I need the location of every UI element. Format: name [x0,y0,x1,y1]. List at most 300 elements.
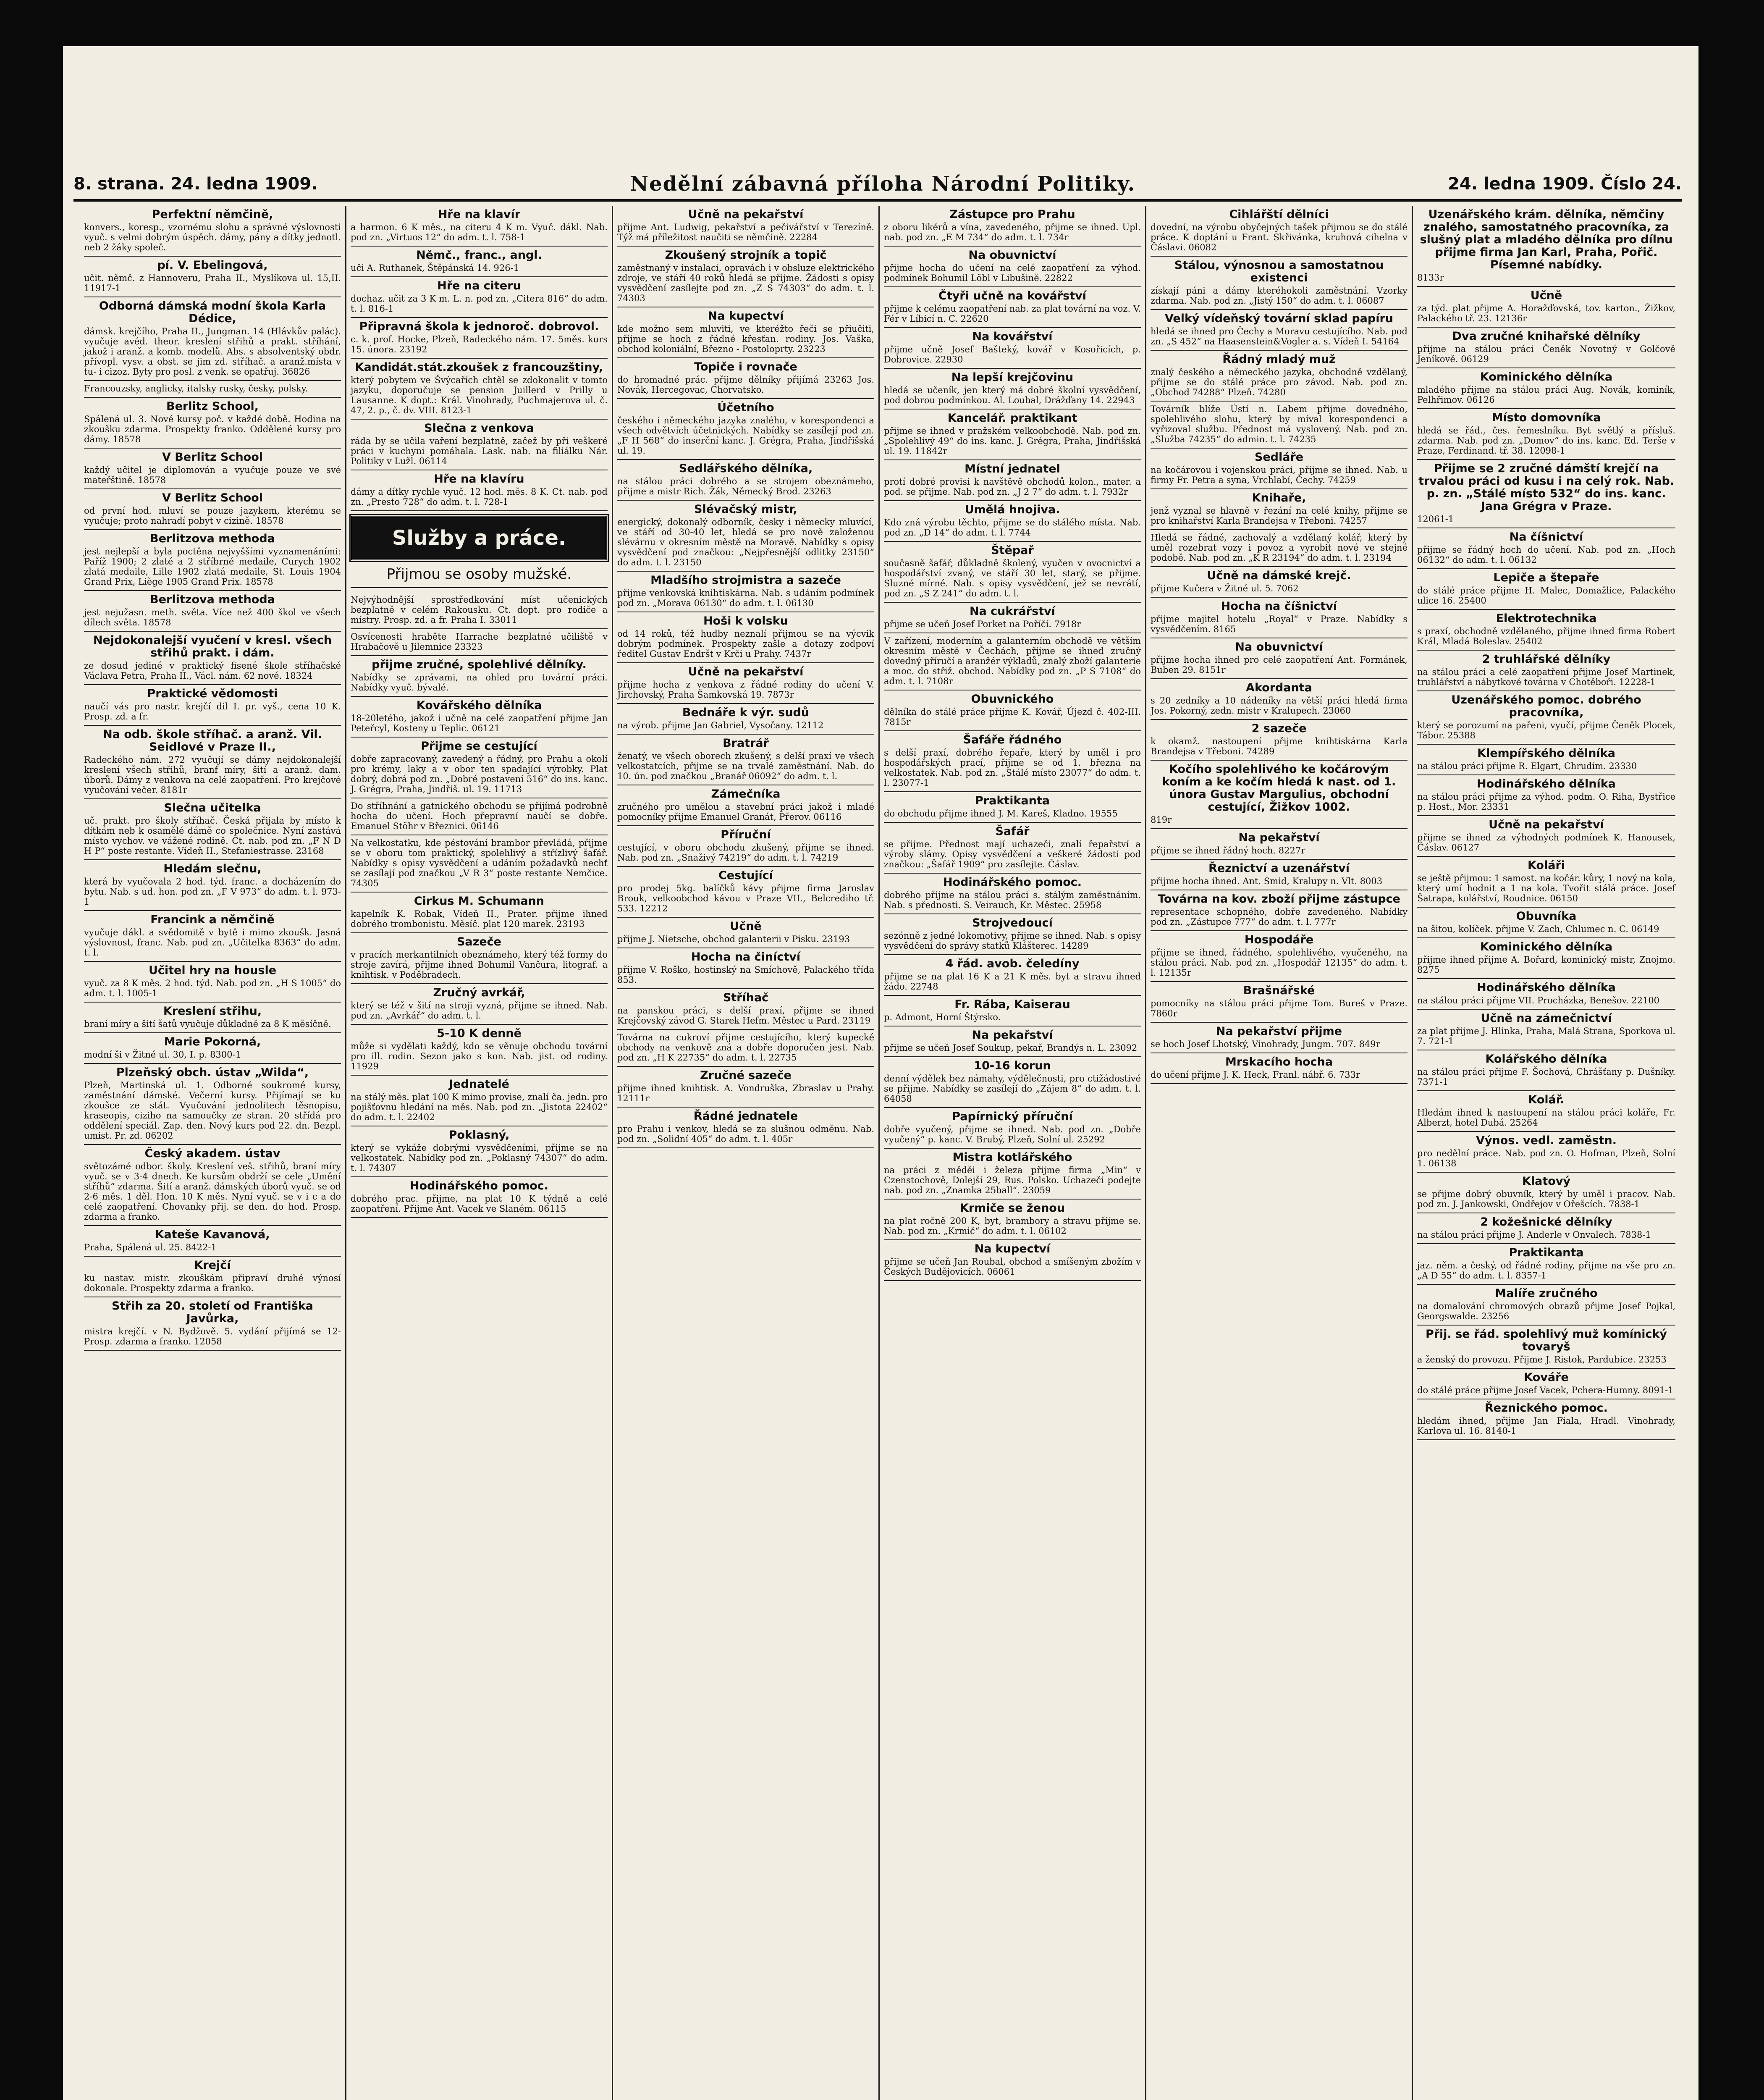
ad-heading: Na číšnictví [1509,530,1583,543]
ad-text: mistra krejčí. v N. Bydžově. 5. vydání přijímá se 12-Prosp. zdarma a franko. 12058 [84,1326,341,1347]
ad-heading: Továrna na kov. zboží přijme zástupce [1158,892,1400,906]
ad-text: naučí vás pro nastr. krejčí dil I. pr. vyš., cena 10 K. Prosp. zd. a fr. [84,701,341,722]
ad-text: kapelník K. Robak, Vídeň II., Prater. přijme ihned dobrého trombonistu. Měsíč. plat 120 marek. 23193 [351,909,608,929]
classified-ad [1151,1053,1408,1084]
ad-heading: Knihaře, [1252,491,1306,504]
ad-heading: Praktické vědomosti [147,687,278,700]
classified-ad [617,704,874,735]
ad-text: do stálé práce přijme H. Malec, Domažlice, Palackého ulice 16. 25400 [1417,585,1675,606]
classified-ad [351,629,608,656]
ad-text: na kočárovou i vojenskou práci, přijme se ihned. Nab. u firmy Fr. Petra a syna, Vrchlabí, Čechy. 74259 [1151,465,1408,485]
ad-text: Kdo zná výrobu těchto, přijme se do stálého místa. Nab. pod zn. „D 14“ do adm. t. l. 7744 [884,517,1141,538]
ad-text: pro prodej 5kg. balíčků kávy přijme firma Jaroslav Brouk, velkoobchod kávou v Praze VII., Belcrediho tř. 533. 12212 [617,883,874,914]
ad-heading: Učitel hry na housle [148,964,277,977]
classified-ad [351,798,608,835]
issue-date-number: 24. ledna 1909. Číslo 24. [1448,174,1682,194]
ad-heading: Poklasný, [448,1129,510,1142]
ad-text: Hledám ihned k nastoupení na stálou práci koláře, Fr. Alberzt, hotel Dubá. 25264 [1417,1108,1675,1128]
ad-heading: Marie Pokorná, [164,1035,261,1048]
ad-heading: Hodinářského pomoc. [409,1179,549,1192]
ad-heading: Kolářského dělníka [1485,1053,1607,1066]
ad-heading: Kočího spolehlivého ke kočárovým koním a ke kočím hledá k nast. od 1. února Gustav Margulius, obchodní cestující, Žižkov 1002. [1162,763,1396,814]
ad-text: mladého přijme na stálou práci Aug. Novák, kominík, Pelhřimov. 06126 [1417,385,1675,405]
ad-text: V zařízení, moderním a galanterním obchodě ve větším okresním městě v Čechách, přijme se ihned zručný dovedný příručí a aranžér výkladů, znalý zboží galanterie a moc. do střiž. obchod. Nabídky pod zn. „P S 7108“ do adm. t. l. 7108r [884,636,1141,686]
classified-ad [884,1149,1141,1200]
ad-text: do hromadné prác. přijme dělníky přijímá 23263 Jos. Novák, Hercegovac, Chorvatsko. [617,375,874,395]
classified-ad [1417,1399,1675,1440]
ad-text: který se též v šití na stroji vyzná, přijme se ihned. Nab. pod zn. „Avrkář“ do adm. t. l. [351,1000,608,1021]
classified-ad [351,247,608,277]
classified-ad [884,369,1141,410]
ad-heading: Na kovářství [972,330,1053,343]
ad-heading: Uzenářského krám. dělníka, němčiny znalého, samostatného pracovníka, za slušný plat a mladého dělníka pro dílnu přijme firma Jan Karl, Praha, Pořič. Písemné nabídky. [1420,208,1673,271]
column-5 [1146,206,1413,2100]
classified-ad [351,1025,608,1076]
classified-ad [84,591,341,632]
ad-text: ráda by se učila vaření bezplatně, začež by při veškeré práci v kuchyni pomáhala. Lask. nab. na filiálku Nár. Politiky v Lužl. 06114 [351,436,608,466]
classified-ad [1151,1023,1408,1053]
ad-heading: Na pekařství [1238,831,1320,844]
classified-ad [884,328,1141,369]
classified-ad [1417,691,1675,745]
ad-text: Továrník blíže Ústí n. Labem přijme dovedného, spolehlivého slohu, který by míval korespondenci a vyřizoval službu. Přednost má vyslovený. Nab. pod zn. „Služba 74235“ do admin. t. l. 74235 [1151,404,1408,444]
classified-ad [351,656,608,697]
classified-ad [884,690,1141,731]
classified-ad [1151,310,1408,351]
ad-text: zručného pro umělou a stavební práci jakož i mladé pomocníky přijme Emanuel Granát, Přerov. 06116 [617,802,874,822]
ad-heading: Místo domovníka [1491,411,1601,424]
ad-heading: Hře na citeru [437,279,521,292]
ad-text: která by vyučovala 2 hod. týd. franc. a docházením do bytu. Nab. s ud. hon. pod zn. „F V 973“ do adm. t. l. 973-1 [84,877,341,907]
classified-ad [884,1057,1141,1108]
ad-text: jest nejlepší a byla poctěna nejvyššími vyznamenáními: Paříž 1900; 2 zlaté a 2 stříbrné medaile, Curych 1902 zlatá medaile, Lille 1902 zlatá medaile, St. Louis 1904 Grand Prix, Liège 1905 Grand Prix. 18578 [84,546,341,587]
classified-ad [351,359,608,420]
ad-heading: Kandidát.stát.zkoušek z francouzštiny, [355,361,603,374]
ad-heading: Krejčí [194,1259,231,1272]
ad-heading: 2 truhlářské dělníky [1482,653,1611,666]
classified-ad [1417,328,1675,368]
classified-ad [84,799,341,860]
ad-text: dělníka do stálé práce přijme K. Kovář, Újezd č. 402-III. 7815r [884,707,1141,727]
ad-text: p. Admont, Horní Štýrsko. [884,1012,1001,1022]
classified-ad [351,318,608,359]
ad-heading: Cirkus M. Schumann [414,895,545,908]
ad-text: dovední, na výrobu obyčejných tašek přijmou se do stálé práce. K doptání u Frant. Skřivánka, kruhová cihelna v Čáslavi. 06082 [1151,222,1408,252]
ad-text: uč. prakt. pro školy stříhač. Česká přijala by místo k dítkám neb k osamělé dámě co společnice. Nyní zastává místo vychov. ve vážené rodině. Ct. nab. pod zn. „F N D H P“ poste restante. Vídeň II., Stefaniestrasse. 23168 [84,816,341,856]
ad-heading: Berlitzova methoda [150,593,275,606]
classified-ad [617,206,874,247]
classified-ad [884,206,1141,247]
classified-ad [617,460,874,501]
ad-text: Na velkostatku, kde péstování brambor převládá, přijme se v oboru tom praktický, spolehlivý a střízlivý šafář. Nabídky s opisy vysvědčení a udáním požadavků nechť se zasílají pod značkou „V R 3“ poste restante Nemčice. 74305 [351,838,608,888]
classified-ad [84,1064,341,1145]
ad-text: přijme k celému zaopatření nab. za plat tovární na voz. V. Fér v Líbicí n. C. 22620 [884,304,1141,324]
classified-ad [884,542,1141,603]
ad-heading: Zručný avrkář, [433,986,525,999]
ad-heading: Sedláře [1254,451,1304,464]
ad-heading: Cihlářští dělníci [1229,208,1329,221]
ad-text: Osvícenosti hraběte Harrache bezplatné učiliště v Hrabačově u Jilemnice 23323 [351,632,608,652]
ad-heading: Velký vídeňský tovární sklad papíru [1164,312,1394,325]
ad-text: českého i německého jazyka znalého, v korespondenci a všech odvětvích účetnických. Nabídky se zasílejí pod zn. „F H 568“ do inserční kanc. J. Grégra, Praha, Jindřišská ul. 19. [617,415,874,456]
classified-ad [884,996,1141,1026]
ad-text: přijme venkovská knihtiskárna. Nab. s udáním podmínek pod zn. „Morava 06130“ do adm. t. l. 06130 [617,588,874,608]
classified-ad [84,530,341,591]
classified-ad [1417,651,1675,691]
ad-text: do obchodu přijme ihned J. M. Kareš, Kladno. 19555 [884,808,1118,819]
ad-heading: 2 kožešnické dělníky [1480,1215,1612,1228]
classified-ad [1417,1173,1675,1213]
ad-text: Hledá se řádné, zachovalý a vzdělaný kolář, který by uměl rozebrat vozy i povoz a vyrobit nové ve stejné podobě. Nab. pod zn. „K R 23194“ do adm. t. l. 23194 [1151,533,1408,563]
classified-ad [617,247,874,307]
ad-text: Praha, Spálená ul. 25. 8422-1 [84,1242,217,1252]
ad-text: jest nejužasn. meth. světa. Více než 400 škol ve všech dílech světa. 18578 [84,607,341,627]
classified-ad [1151,489,1408,530]
ad-text: přijme ihned přijme A. Bořard, kominický mistr, Znojmo. 8275 [1417,955,1675,975]
ad-text: dobrého přijme na stálou práci s. stálým zaměstnáním. Nab. s přednosti. S. Veirauch, Kr. Městec. 25958 [884,890,1141,910]
ad-heading: Slečna učitelka [164,801,261,814]
ad-text: denní výdělek bez námahy, výdělečnosti, pro ctižádostivé se přijme. Nabídky se zasílejí do „Zájem 8“ do adm. t. l. 64058 [884,1074,1141,1104]
classified-ad [1151,982,1408,1023]
ad-heading: Krmiče se ženou [959,1202,1065,1215]
ad-heading: Na obuvnictví [968,249,1056,262]
ad-text: přijme Ant. Ludwig, pekařství a pečivářství v Terezíně. Týž má příležitost naučiti se němčině. 22284 [617,222,874,242]
classified-ad [617,826,874,867]
ad-text: se ještě přijmou: 1 samost. na kočár. kůry, 1 nový na kola, který umí hodnit a 1 na kola. Tvořit stálá práce. Josef Šatrapa, kolářství, Roudnice. 06150 [1417,873,1675,903]
ad-text: Do stříhnání a gatnického obchodu se přijímá podrobně hocha do učení. Hoch přepravní naučí se dobře. Emanuel Stöhr v Březnici. 06146 [351,801,608,831]
classified-ad [617,572,874,612]
classified-ad [1151,931,1408,982]
classified-ad [84,449,341,489]
ad-text: s 20 zedníky a 10 nádeníky na větší práci hledá firma Jos. Pokorný, zedn. mistr v Kralupech. 23060 [1151,696,1408,716]
ad-heading: Praktikanta [1509,1246,1584,1259]
classified-ad [1417,979,1675,1010]
ad-heading: Na obuvnictví [1235,640,1323,654]
publication-title: Nedělní zábavná příloha Národní Politiky. [630,172,1136,196]
ad-heading: Fr. Rába, Kaiserau [954,998,1070,1011]
ad-text: na práci z měděi i železa přijme firma „Min“ v Czenstochově, Dolejší 29, Rus. Polsko. Uchazeči podejte nab. pod zn. „Znamka 25ball“. 23059 [884,1165,1141,1195]
ad-text: za týd. plat přijme A. Horažďovská, tov. karton., Žižkov, Palackého tř. 23. 12136r [1417,303,1675,323]
ad-heading: Koláři [1527,859,1565,872]
ad-heading: Hodinářského dělníka [1477,981,1616,994]
ad-text: braní míry a šití šatů vyučuje důkladně za 8 K měsíčně. [84,1019,331,1029]
ad-heading: Klempířského dělníka [1477,747,1615,760]
ad-text: získají páni a dámy kteréhokoli zaměstnání. Vzorky zdarma. Nab. pod zn. „Jistý 150“ do adm. t. l. 06087 [1151,286,1408,306]
ad-heading: Hoši k volsku [703,614,788,627]
classified-ad [884,247,1141,287]
ad-text: dobře zapracovaný, zavedený a řádný, pro Prahu a okolí pro krémy, laky a v obor ten spadající výrobky. Plat dobrý, dobrá pod zn. „Dobré postavení 516“ do ins. kanc. J. Grégra, Praha, Jindřiš. ul. 19. 11713 [351,754,608,794]
classified-ad [617,1067,874,1108]
classified-ad [884,1200,1141,1240]
ad-text: na šitou, kolíček. přijme V. Zach, Chlumec n. C. 06149 [1417,924,1659,934]
classified-ad [1417,610,1675,651]
ad-text: s praxí, obchodně vzdělaného, přijme ihned firma Robert Král, Mladá Boleslav. 25402 [1417,626,1675,646]
ad-heading: Čtyři učně na kovářství [938,289,1087,302]
classified-ad [884,501,1141,542]
ad-text: na stálou práci přijme VII. Procházka, Benešov. 22100 [1417,995,1660,1005]
classified-ad [617,867,874,918]
ad-heading: Jednatelé [449,1078,509,1091]
classified-ad [1417,206,1675,287]
ad-heading: Český akadem. ústav [144,1147,280,1160]
ad-text: přijme hocha do učení na celé zaopatření za výhod. podmínek Bohumil Löbl v Libušině. 22822 [884,263,1141,283]
classified-ad [351,697,608,738]
ad-heading: Zkoušený strojník a topič [665,249,827,262]
classified-ad [1151,829,1408,860]
ad-heading: Přijme se 2 zručné dámští krejčí na trvalou práci od kusu i na celý rok. Nab. p. zn. „Stálé místo 532“ do ins. kanc. Jana Grégra v Praze. [1418,462,1675,513]
classified-ad [617,1030,874,1067]
ad-heading: Na kupectví [708,310,784,323]
ad-text: na výrob. přijme Jan Gabriel, Vysočany. 12112 [617,720,824,730]
classified-ad [884,460,1141,501]
ad-text: světozámé odbor. školy. Kreslení veš. střihů, braní míry vyuč. se v 3-4 dnech. Ke kursům obdrží se cele „Umění stříhů“ zdarma. Šití a aranž. dámských úborů vyuč. se od 2-6 měs. 1 děl. Hon. 10 K měs. Nyní vyuč. se v i c a do celé zaopatření. Chovanky přij. se den. do hod. Prosp. zdarma a franko. [84,1161,341,1222]
ad-heading: Příruční [721,828,771,841]
ad-text: na panskou práci, s delší praxí, přijme se ihned Krejčovský závod G. Starek Hefm. Městec u Pard. 23119 [617,1005,874,1026]
ad-heading: Cestující [718,869,773,882]
classified-ad [1417,1050,1675,1091]
ad-text: přijme se na plat 16 K a 21 K měs. byt a stravu ihned žádo. 22748 [884,971,1141,992]
classified-ad [884,874,1141,914]
classified-ad [84,1033,341,1064]
classified-ad [1151,257,1408,310]
classified-ad [1151,860,1408,890]
classified-ad [884,792,1141,823]
ad-text: pro Prahu i venkov, hledá se za slušnou odměnu. Nab. pod zn. „Solidní 405“ do adm. t. l. 405r [617,1124,874,1144]
classified-ad [1151,598,1408,638]
ad-text: kde možno sem mluviti, ve kteréžto řeči se přiučiti, přijme se hoch z řádné křesťan. rodiny. Jos. Vaška, obchod koloniální, Březno - Postoloprty. 23223 [617,324,874,354]
classified-ad [84,381,341,398]
classified-ad [884,410,1141,460]
ad-heading: Berlitz School, [166,400,259,413]
ad-text: přijme se řádný hoch do učení. Nab. pod zn. „Hoch 06132“ do adm. t. l. 06132 [1417,545,1675,565]
classified-ad [351,933,608,984]
ad-heading: Papírnický příruční [952,1110,1073,1123]
ad-heading: Uzenářského pomoc. dobrého pracovníka, [1451,693,1641,719]
classified-ad [1151,402,1408,449]
classified-ad [884,287,1141,328]
ad-heading: Učně na pekařství [688,665,804,678]
ad-text: k okamž. nastoupení přijme knihtiskárna Karla Brandejsa v Třeboni. 74289 [1151,736,1408,756]
classified-ad [884,1240,1141,1281]
ad-heading: Kominického dělníka [1480,370,1613,383]
ad-text: přijme na stálou práci Čeněk Novotný v Golčově Jeníkově. 06129 [1417,344,1675,364]
ad-text: konvers., koresp., vzornému slohu a správné výslovnosti vyuč. s velmi dobrým úspěch. dámy, pány a dítky jednotl. neb 2 žáky společ. [84,222,341,252]
classified-ad [1417,528,1675,569]
section-title: Služby a práce. [351,515,608,561]
ad-heading: Učně na zámečnictví [1481,1012,1612,1025]
ad-heading: Účetního [717,401,774,414]
classified-ad [1417,745,1675,775]
ad-text: přijme učně Josef Bašteký, kovář v Kosořicích, p. Dobrovice. 22930 [884,344,1141,365]
classified-ad [1151,890,1408,931]
classified-ad [1417,775,1675,816]
classified-ad [884,603,1141,633]
ad-text: a harmon. 6 K měs., na citeru 4 K m. Vyuč. dákl. Nab. pod zn. „Virtuos 12“ do adm. t. l. 758-1 [351,222,608,242]
ad-text: se přijme. Přednost mají uchazeči, znalí řepařství a výroby slámy. Opisy vysvědčení a veškeré žádosti pod značkou: „Šafář 1909“ pro zasílejte. Čáslav. [884,839,1141,869]
ad-text: Továrna na cukroví přijme cestujícího, který kupecké obchody na venkově zná a dobře doporučen jest. Nab. pod zn. „H K 22735“ do adm. t. l. 22735 [617,1032,874,1063]
classified-ad [1417,1369,1675,1399]
classified-ad [351,277,608,318]
ad-heading: Umělá hnojiva. [965,503,1060,516]
ad-heading: Stálou, výnosnou a samostatnou existenci [1174,259,1384,284]
ad-text: uči A. Ruthanek, Štěpánská 14. 926-1 [351,263,519,273]
ad-text: modní ši v Žitné ul. 30, I. p. 8300-1 [84,1050,241,1060]
ad-heading: Kováře [1524,1371,1569,1384]
ad-text: vyuč. za 8 K měs. 2 hod. týd. Nab. pod zn. „H S 1005“ do adm. t. l. 1005-1 [84,978,341,998]
ad-text: ženatý, ve všech oborech zkušený, s delší praxí ve všech velkostatcích, přijme se na trvalé zaměstnání. Nab. do 10. ún. pod značkou „Branář 06092“ do adm. t. l. [617,751,874,781]
classified-ad [617,663,874,704]
ad-text: na stálou práci dobrého a se strojem obeznámeho, přijme a mistr Rich. Žák, Německý Brod. 23263 [617,476,874,496]
ad-heading: Řeznictví a uzenářství [1208,862,1350,875]
ad-text: učit. němč. z Hannoveru, Praha II., Myslíkova ul. 15,II. 11917-1 [84,273,341,293]
classified-ad [1417,938,1675,979]
ad-heading: Francink a němčině [150,913,275,926]
classified-ad [1417,1010,1675,1050]
classified-ad [84,962,341,1003]
ad-text: přijme hocha ihned pro celé zaopatření Ant. Formánek, Buben 29. 8151r [1151,655,1408,675]
ad-heading: přijme zručné, spolehlivé dělníky. [372,658,587,671]
classified-ad [1417,460,1675,528]
ad-text: na stálou práci přijme za výhod. podm. O. Riha, Bystřice p. Host., Mor. 23331 [1417,792,1675,812]
classified-ad [84,297,341,381]
classified-ad [1151,761,1408,829]
classified-ad [1417,908,1675,938]
ad-heading: Řádné jednatele [693,1110,798,1123]
classified-ad [84,1226,341,1257]
ad-text: od první hod. mluví se pouze jazykem, kterému se vyučuje; proto nahradí pobyt v cizině. 18578 [84,506,341,526]
ad-text: na domalování chromových obrazů přijme Josef Pojkal, Georgswalde. 23256 [1417,1301,1675,1321]
ad-heading: Hře na klavír [438,208,521,221]
classified-ad [351,206,608,247]
ad-text: přijme se ihned za výhodných podmínek K. Hanousek, Čáslav. 06127 [1417,832,1675,853]
ad-heading: Hocha na činíctví [691,950,801,963]
classified-ad [351,592,608,629]
ad-text: dobře vyučený, přijme se ihned. Nab. pod zn. „Dobře vyučený“ p. kanc. V. Brubý, Plzeň, Solní ul. 25292 [884,1124,1141,1144]
classified-ad [1151,567,1408,598]
ad-heading: pí. V. Ebelingová, [157,259,268,272]
ad-heading: Odborná dámská modní škola Karla Dédice, [99,299,326,325]
classified-ad [84,726,341,799]
classified-ad [1151,530,1408,567]
column-1 [80,206,346,2100]
ad-heading: 2 sazeče [1251,722,1307,735]
ad-heading: Kreslení střihu, [163,1005,262,1018]
ad-heading: Střih za 20. století od Františka Javůrka, [112,1299,313,1325]
page-number-date: 8. strana. 24. ledna 1909. [73,174,318,194]
classified-ad [351,1177,608,1218]
ad-heading: Kancelář. praktikant [947,412,1077,425]
ad-text: přijme ihned knihtisk. A. Vondruška, Zbraslav u Prahy. 12111r [617,1083,874,1103]
column-4 [880,206,1146,2100]
classified-ad [884,823,1141,874]
classified-ad [1417,287,1675,328]
classified-columns [80,206,1680,2100]
ad-heading: Učně na dámské krejč. [1207,569,1351,582]
ad-heading: Bednáře k výr. sudů [682,706,810,719]
ad-heading: Hledám slečnu, [163,862,262,875]
ad-heading: Přij. se řád. spolehlivý muž komínický tovaryš [1425,1328,1667,1353]
ad-heading: 10-16 korun [974,1059,1051,1072]
ad-heading: 5-10 K denně [437,1027,522,1040]
classified-ad [84,911,341,962]
ad-heading: Sedlářského dělníka, [679,462,813,475]
classified-ad [84,206,341,257]
ad-heading: Elektrotechnika [1496,612,1597,625]
ad-text: Francouzsky, anglicky, italsky rusky, česky, polsky. [84,383,308,394]
ad-heading: Dva zručné knihařské dělníky [1452,330,1641,343]
classified-ad [617,399,874,460]
ad-heading: Slévačský mistr, [694,503,797,516]
classified-ad [1417,1091,1675,1132]
ad-text: přijme se učeň Josef Soukup, pekař, Brandýs n. L. 23092 [884,1043,1138,1053]
ad-text: na stálou práci přijme J. Anderle v Onvalech. 7838-1 [1417,1230,1651,1240]
classified-ad [1417,1326,1675,1369]
column-3 [613,206,880,2100]
classified-ad [351,470,608,511]
ad-text: na stálou práci a celé zaopatření přijme Josef Martinek, truhlářství a nábytkové továrna v Chotěboři. 12228-1 [1417,667,1675,687]
ad-text: a ženský do provozu. Přijme J. Ristok, Pardubice. 23253 [1417,1354,1667,1365]
ad-heading: Obuvnického [971,693,1054,706]
classified-ad [84,398,341,449]
classified-ad [617,735,874,785]
ad-text: pro nedělní práce. Nab. pod zn. O. Hofman, Plzeň, Solní 1. 06138 [1417,1148,1675,1168]
classified-ad [617,948,874,989]
ad-text: přijme hocha z venkova z řádné rodiny do učení V. Jirchovský, Praha Šamkovská 19. 7873r [617,680,874,700]
ad-text: protí dobré provisi k navštěvě obchodů kolon., mater. a pod. se přijme. Nab. pod zn. „J 2 7“ do adm. t. l. 7932r [884,477,1141,497]
ad-text: 18-20letého, jakož i učně na celé zaopatření přijme Jan Peteřcyl, Kosteny u Teplic. 06121 [351,713,608,733]
ad-text: jaz. něm. a český, od řádné rodiny, přijme na vše pro zn. „A D 55“ do adm. t. l. 8357-1 [1417,1260,1675,1281]
classified-ad [1417,1285,1675,1326]
ad-heading: Bratrář [723,737,769,750]
ad-text: se hoch Josef Lhotský, Vinohrady, Jungm. 707. 849r [1151,1039,1380,1049]
ad-heading: Brašnářské [1243,984,1315,997]
ad-heading: Kominického dělníka [1480,940,1613,953]
classified-ad [1151,679,1408,720]
ad-text: jenž vyznal se hlavně v řezání na celé knihy, přijme se pro knihařství Karla Brandejsa v Třeboni. 74257 [1151,506,1408,526]
ad-heading: Kovářského dělníka [416,699,542,712]
ad-heading: Hocha na číšnictví [1221,600,1337,613]
classified-ad [884,731,1141,792]
ad-heading: Připravná škola k jednoroč. dobrovol. [359,320,599,333]
ad-text: Radeckého nám. 272 vyučují se dámy nejdokonalejší kreslení všech střihů, branf míry, šití a aranž. dam. úborů. Dámy z venkova na celé zaopatření. Pro krejčové vyučování večer. 8181r [84,755,341,795]
ad-heading: Mrskacího hocha [1225,1055,1333,1068]
ad-heading: Hodinářského pomoc. [943,876,1082,889]
ad-text: na stálý měs. plat 100 K mimo provise, znalí ča. jedn. pro pojišťovnu hledání na měs. Nab. pod zn. „Jistota 22402“ do adm. t. l. 22402 [351,1092,608,1122]
ad-heading: Nejdokonalejší vyučení v kresl. všech střihů prakt. i dám. [93,634,332,659]
classified-ad [84,632,341,685]
ad-text: který pobytem ve Švýcařích chtěl se zdokonalit v tomto jazyku, doporučuje se pension Juillerd v Prilly u Lausanne. K dopt.: Král. Vinohrady, Puchmajerova ul. č. 47, 2. p., č. dv. VIII. 8123-1 [351,375,608,415]
classified-ad [1417,569,1675,610]
classified-ad [617,918,874,948]
ad-text: do stálé práce přijme Josef Vacek, Pchera-Humny. 8091-1 [1417,1385,1674,1395]
ad-text: c. k. prof. Hocke, Plzeň, Radeckého nám. 17. 5měs. kurs 15. února. 23192 [351,334,608,354]
ad-heading: Mladšího strojmistra a sazeče [650,574,841,587]
ad-heading: Hospodáře [1244,933,1314,946]
ad-text: sezónně z jedné lokomotivy, přijme se ihned. Nab. s opisy vysvědčení do správy statků Klášterec. 14289 [884,931,1141,951]
ad-heading: Hře na klavíru [434,472,524,486]
ad-text: od 14 roků, též hudby neznalí přijmou se na výcvik dobrým podmínek. Prospekty zašle a dotazy zodpoví ředitel Gustav Endršt v Krči u Prahy. 7437r [617,629,874,659]
ad-text: přijme J. Nietsche, obchod galanterii v Pisku. 23193 [617,934,850,944]
ad-text: přijme hocha ihned. Ant. Smid, Kralupy n. Vlt. 8003 [1151,876,1383,886]
classified-ad [1417,409,1675,460]
column-2 [346,206,613,2100]
classified-ad [84,489,341,530]
ad-heading: Řádný mladý muž [1222,353,1336,366]
ad-text: 8133r [1417,273,1444,283]
ad-text: vyučuje dákl. a svědomitě v bytě i mimo zkoušk. Jasná výslovnost, franc. Nab. pod zn. „Učitelka 8363“ do adm. t. l. [84,927,341,958]
ad-text: hledá se učeník, jen který má dobré školní vysvědčení, pod dobrou podmínkou. Al. Loubal, Drážďany 14. 22943 [884,385,1141,405]
ad-heading: Řeznického pomoc. [1485,1402,1608,1415]
